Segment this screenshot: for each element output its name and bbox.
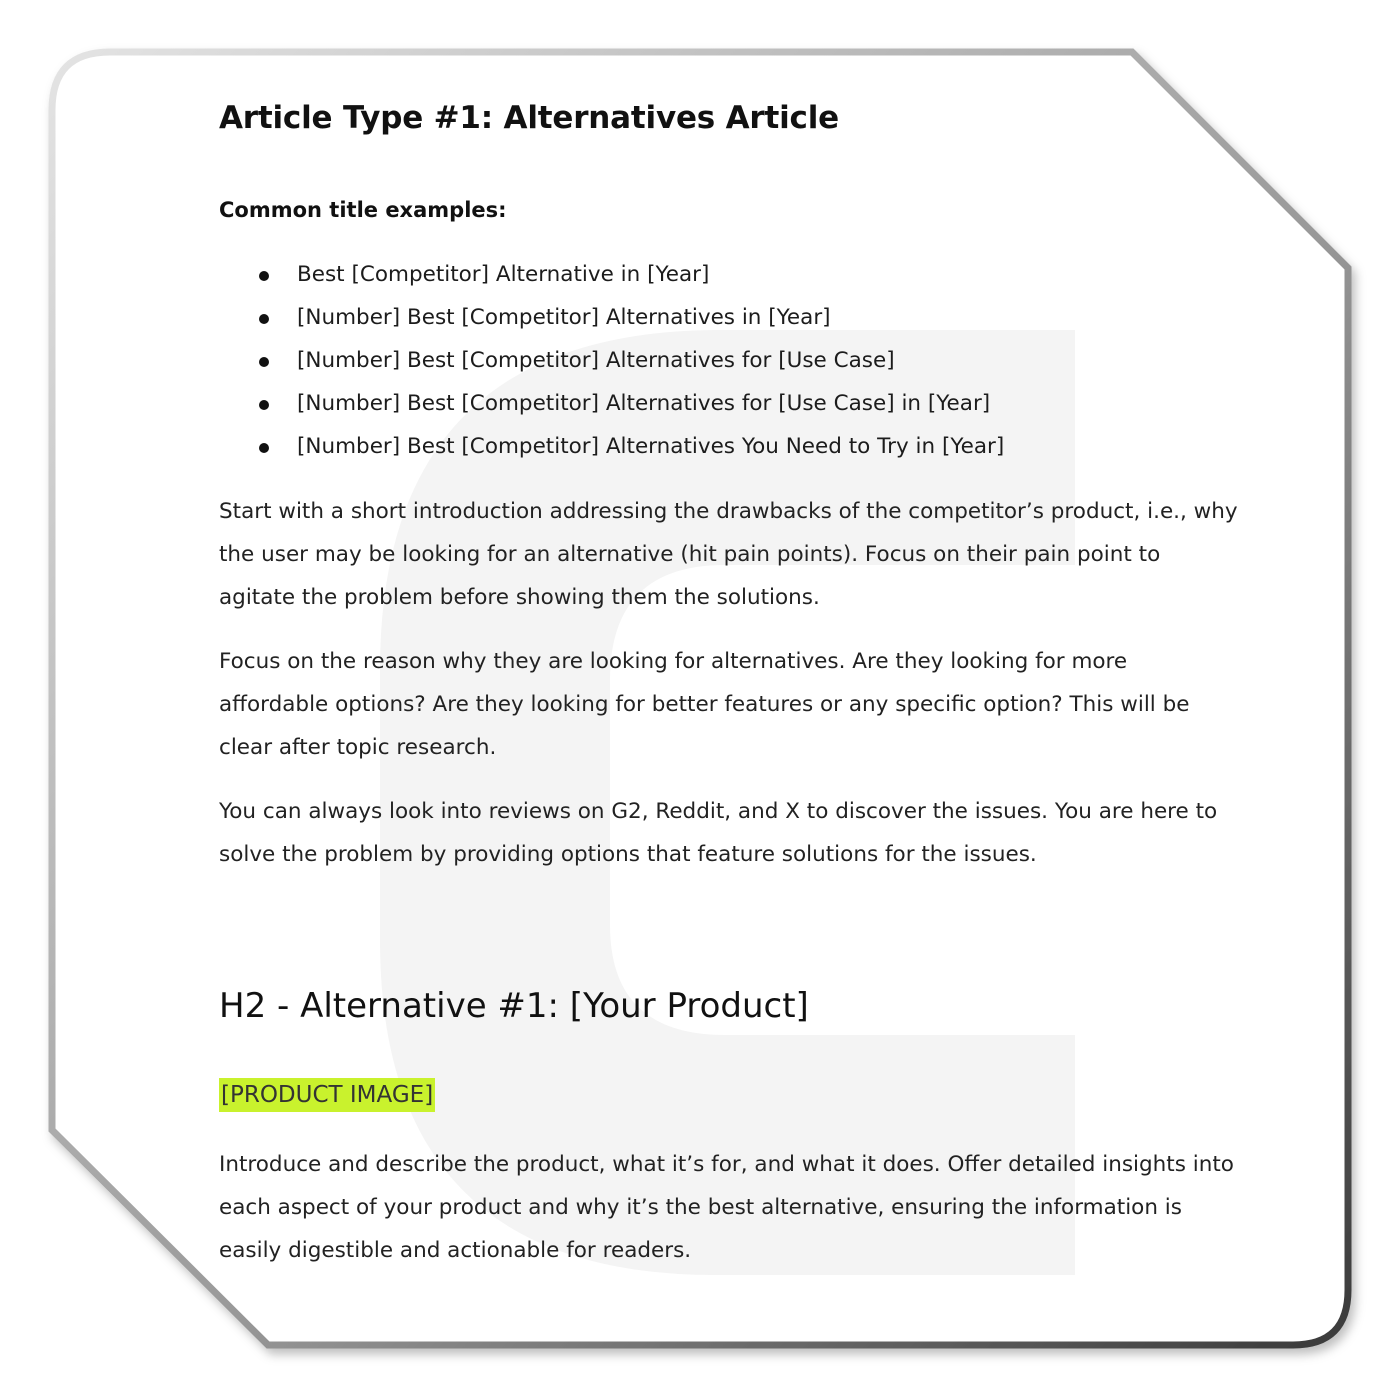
reviews-paragraph: You can always look into reviews on G2, Reddit, and X to discover the issues. You are here to solve the problem by providing options that feature solutions for the issues. [219,799,1218,867]
list-item [219,260,1004,303]
list-item-text: Best [Competitor] Alternative in [Year] [297,262,710,287]
list-item-text: [Number] Best [Competitor] Alternatives in [Year] [297,305,831,330]
intro-paragraph: Start with a short introduction addressing the drawbacks of the competitor’s product, i.e., why the user may be looking for an alternative (hit pain points). Focus on their pain point to agitate the problem before showing them the solutions. [219,499,1238,610]
product-image-placeholder: [PRODUCT IMAGE] [219,1078,435,1112]
bullet-icon [259,314,269,324]
bullet-icon [259,400,269,410]
list-item-text: [Number] Best [Competitor] Alternatives You Need to Try in [Year] [297,434,1005,459]
list-item-text: [Number] Best [Competitor] Alternatives for [Use Case] [297,348,895,373]
list-item [219,432,1004,475]
title-examples-label: Common title examples: [219,198,507,222]
bullet-icon [259,271,269,281]
title-examples-list [219,260,1004,475]
list-item [219,346,1004,389]
product-description-paragraph: Introduce and describe the product, what it’s for, and what it does. Offer detailed insights into each aspect of your product and why it’s the best alternative, ensuring the information is easily digestible and actionable for readers. [219,1152,1234,1263]
list-item [219,389,1004,432]
section-heading: H2 - Alternative #1: [Your Product] [219,986,809,1026]
list-item [219,303,1004,346]
bullet-icon [259,443,269,453]
reason-paragraph: Focus on the reason why they are looking for alternatives. Are they looking for more affordable options? Are they looking for better features or any specific option? This will be clear after topic research. [219,649,1190,760]
list-item-text: [Number] Best [Competitor] Alternatives for [Use Case] in [Year] [297,391,991,416]
bullet-icon [259,357,269,367]
article-heading: Article Type #1: Alternatives Article [219,100,839,136]
